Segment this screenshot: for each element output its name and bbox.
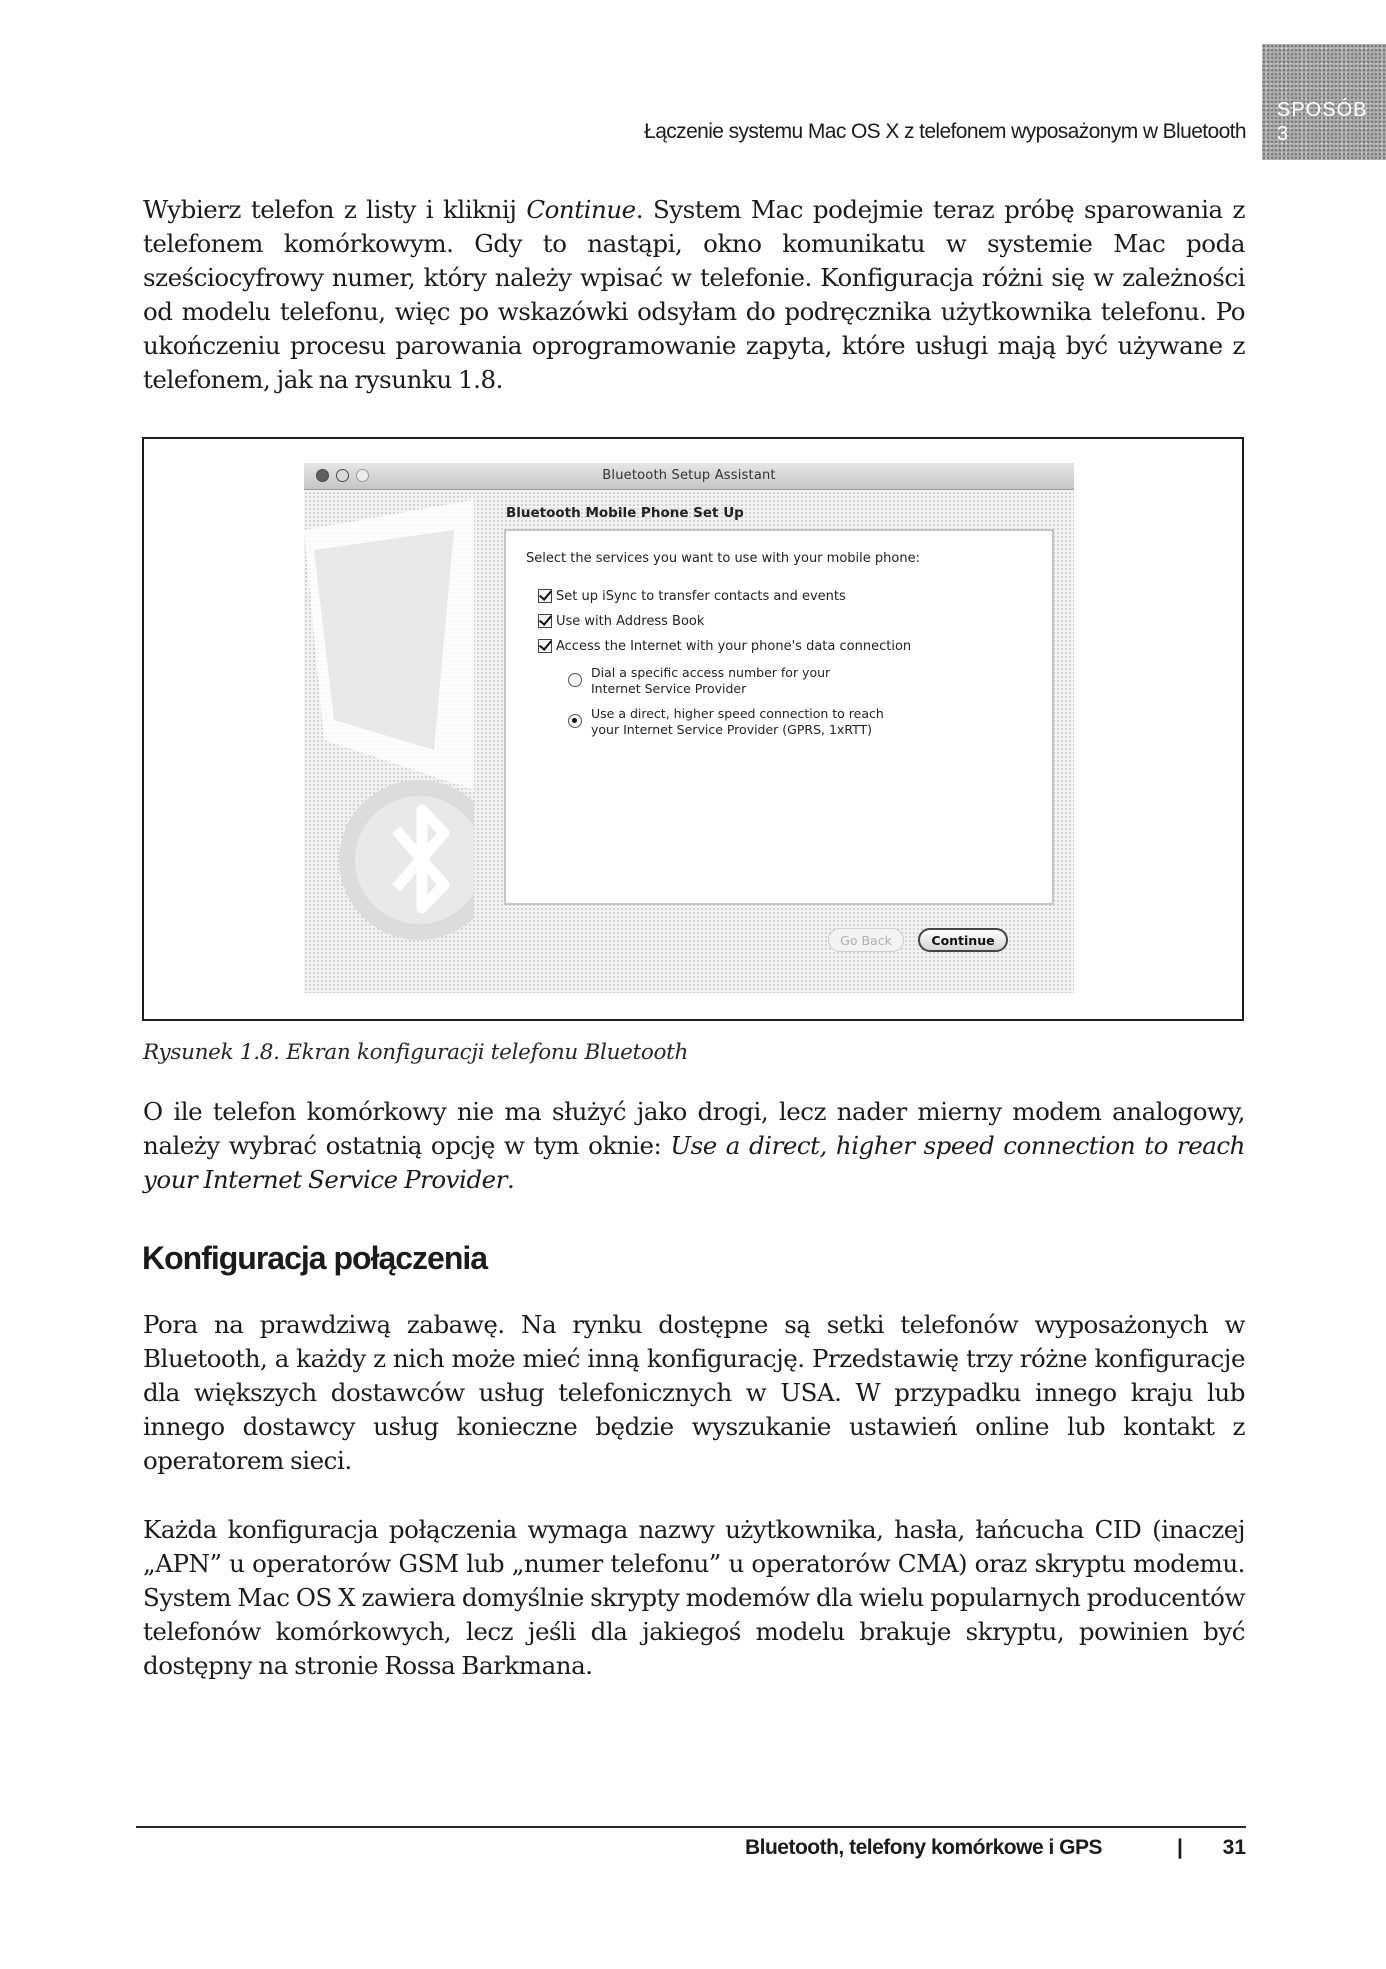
footer-divider <box>136 1826 1246 1828</box>
figure-caption: Rysunek 1.8. Ekran konfiguracji telefonu Bluetooth <box>143 1040 689 1065</box>
radio-label-line: Internet Service Provider <box>591 681 747 696</box>
figure-frame <box>142 437 1244 1021</box>
internet-access-option[interactable] <box>538 637 911 655</box>
body-paragraph-4: Każda konfiguracja połączenia wymaga nazwy użytkownika, hasła, łańcucha CID (inaczej „APN” u operatorów GSM lub „numer telefonu” u operatorów CMA) oraz skryptu modemu. System Mac OS X zawiera domyślnie skrypty modemów dla wielu popularnych producentów telefonów komórkowych, lecz jeśli dla jakiegoś modelu brakuje skryptu, powinien być dostępny na stronie Rossa Barkmana. <box>143 1515 1245 1680</box>
chapter-tab <box>1262 44 1386 160</box>
radio-selected-icon[interactable] <box>568 714 582 728</box>
paragraph-text: Wybierz telefon z listy i kliknij <box>143 195 527 224</box>
page-number: 31 <box>1222 1836 1246 1859</box>
chapter-tab-number: 3 <box>1277 123 1289 145</box>
services-panel <box>504 529 1054 905</box>
direct-connection-option[interactable] <box>568 706 884 738</box>
checkbox-checked-icon[interactable] <box>538 639 552 653</box>
radio-label-line: Dial a specific access number for your <box>591 665 831 680</box>
continue-button[interactable]: Continue <box>918 928 1008 952</box>
radio-label-line: your Internet Service Provider (GPRS, 1xRTT) <box>591 722 873 737</box>
radio-label-line: Use a direct, higher speed connection to reach <box>591 706 884 721</box>
checkbox-checked-icon[interactable] <box>538 614 552 628</box>
instruction-text: Select the services you want to use with your mobile phone: <box>526 551 920 566</box>
paragraph-emphasis: Continue <box>526 195 636 224</box>
setup-assistant-window <box>304 463 1074 993</box>
isync-option[interactable] <box>538 587 846 605</box>
section-title: Bluetooth Mobile Phone Set Up <box>506 505 744 521</box>
address-book-option[interactable] <box>538 612 704 630</box>
dial-access-number-option[interactable] <box>568 665 830 697</box>
body-paragraph-2 <box>143 1095 1245 1197</box>
window-title: Bluetooth Setup Assistant <box>602 468 776 483</box>
address-book-option-label: Use with Address Book <box>556 613 705 629</box>
paragraph-emphasis: Use a direct, higher speed connection to reach your Internet Service Provider <box>143 1131 1245 1194</box>
direct-connection-label <box>591 706 884 738</box>
chapter-tab-label: SPOSÓB <box>1277 99 1368 121</box>
running-head: Łączenie systemu Mac OS X z telefonem wyposażonym w Bluetooth <box>644 120 1246 143</box>
radio-unselected-icon[interactable] <box>568 673 582 687</box>
footer-book-title: Bluetooth, telefony komórkowe i GPS <box>744 1836 1102 1859</box>
footer-separator: | <box>1177 1836 1183 1859</box>
go-back-button[interactable]: Go Back <box>828 928 904 952</box>
bluetooth-logo-icon <box>304 490 474 993</box>
body-paragraph-3: Pora na prawdziwą zabawę. Na rynku dostępne są setki telefonów wyposażonych w Bluetooth, a każdy z nich może mieć inną konfigurację. Przedstawię trzy różne konfiguracje dla większych dostawców usług telefonicznych w USA. W przypadku innego kraju lub innego dostawcy usług konieczne będzie wyszukanie ustawień online lub kontakt z operatorem sieci. <box>143 1310 1245 1475</box>
paragraph-text: . System Mac podejmie teraz próbę sparowania z telefonem komórkowym. Gdy to nastąpi, okno komunikatu w systemie Mac poda sześciocyfrowy numer, który należy wpisać w telefonie. Konfiguracja różni się w zależności od modelu telefonu, więc po wskazówki odsyłam do podręcznika użytkownika telefonu. Po ukończeniu procesu parowania oprogramowanie zapyta, które usługi mają być używane z telefonem, jak na rysunku 1.8. <box>143 195 1245 394</box>
isync-option-label: Set up iSync to transfer contacts and events <box>556 588 846 604</box>
body-paragraph-1 <box>143 193 1245 397</box>
window-titlebar <box>304 463 1074 490</box>
paragraph-text: . <box>507 1165 515 1194</box>
checkbox-checked-icon[interactable] <box>538 589 552 603</box>
internet-access-option-label: Access the Internet with your phone's data connection <box>556 638 912 654</box>
section-heading: Konfiguracja połączenia <box>142 1240 488 1276</box>
paragraph-text: O ile telefon komórkowy nie ma służyć jako drogi, lecz nader mierny modem analogowy, należy wybrać ostatnią opcję w tym oknie: <box>143 1097 1245 1160</box>
dial-access-number-label <box>591 665 830 697</box>
